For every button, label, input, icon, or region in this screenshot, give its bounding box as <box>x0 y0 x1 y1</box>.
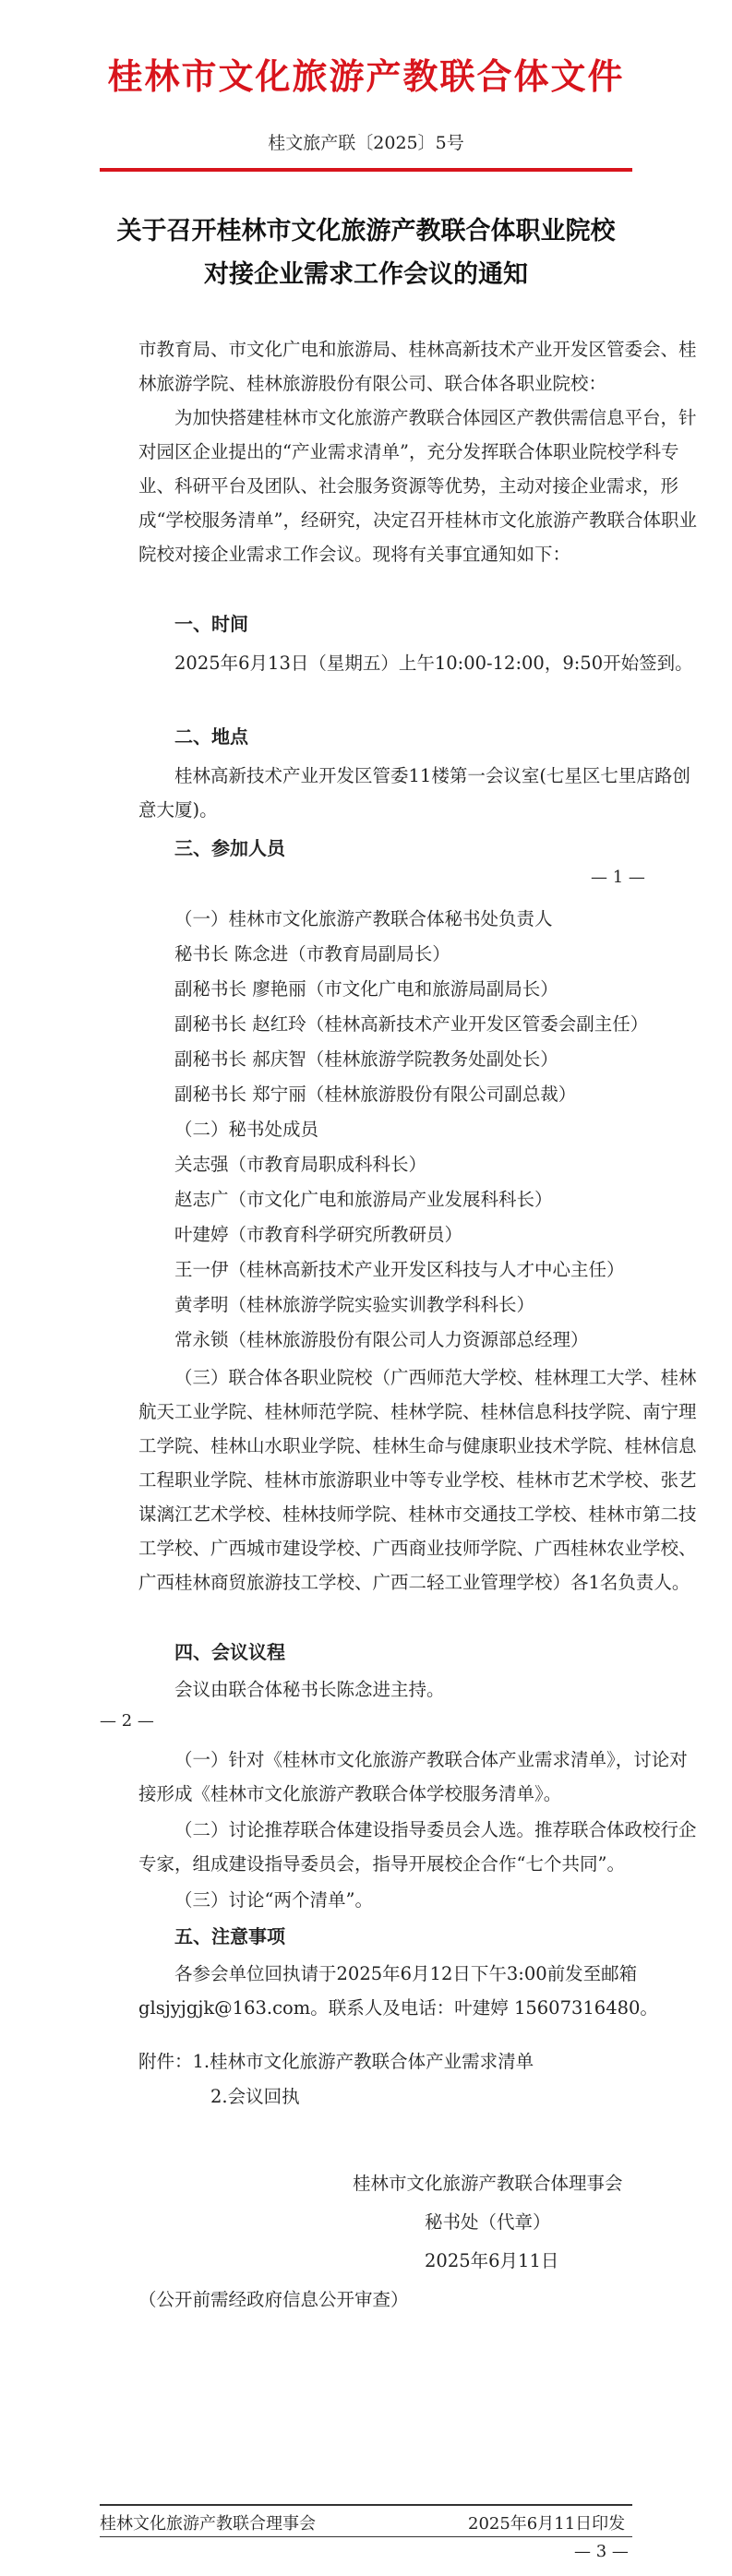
group1-title: （一）桂林市文化旅游产教联合体秘书处负责人 <box>174 908 553 929</box>
disclosure-note: （公开前需经政府信息公开审查） <box>138 2289 409 2310</box>
section-notes-title: 五、注意事项 <box>174 1925 285 1947</box>
red-divider-line <box>100 168 632 172</box>
group1-member: 副秘书长 廖艳丽（市文化广电和旅游局副局长） <box>174 978 558 1000</box>
group3-schools: （三）联合体各职业院校（广西师范大学校、桂林理工大学、桂林航天工业学院、桂林师范学院、桂林学院、桂林信息科技学院、南宁理工学院、桂林山水职业学院、桂林生命与健康职业技术学院、桂林信息工程职业学院、桂林市旅游职业中等专业学校、桂林市艺术学校、张艺谋漓江艺术学校、桂林技师学院、桂林市交通技工学校、桂林市第二技工学校、广西城市建设学校、广西商业技师学院、广西桂林农业学校、广西桂林商贸旅游技工学校、广西二轻工业管理学校）各1名负责人。 <box>138 1367 697 1593</box>
group2-member: 王一伊（桂林高新技术产业开发区科技与人才中心主任） <box>174 1259 625 1280</box>
signature-dept: 秘书处（代章） <box>425 2211 551 2233</box>
footer-print-date: 2025年6月11日印发 <box>468 2514 626 2534</box>
group1-member: 副秘书长 郑宁丽（桂林旅游股份有限公司副总裁） <box>174 1084 577 1105</box>
footer-bottom-rule <box>100 2536 632 2537</box>
recipients: 市教育局、市文化广电和旅游局、桂林高新技术产业开发区管委会、桂林旅游学院、桂林旅游股份有限公司、联合体各职业院校： <box>138 339 697 394</box>
agenda-item-3: （三）讨论“两个清单”。 <box>174 1889 373 1911</box>
agenda-item-2: （二）讨论推荐联合体建设指导委员会人选。推荐联合体政校行企专家，组成建设指导委员会，指导开展校企合作“七个共同”。 <box>138 1819 697 1875</box>
group1-member: 副秘书长 郝庆智（桂林旅游学院教务处副处长） <box>174 1048 558 1070</box>
page-number-2: — 2 — <box>100 1711 154 1731</box>
page-number-3: — 3 — <box>574 2542 629 2561</box>
section-place-text: 桂林高新技术产业开发区管委11楼第一会议室(七星区七里店路创意大厦)。 <box>138 765 690 821</box>
group2-member: 关志强（市教育局职成科科长） <box>174 1154 427 1175</box>
footer-top-rule <box>100 2504 632 2506</box>
signature-org: 桂林市文化旅游产教联合体理事会 <box>353 2173 623 2194</box>
notice-heading-line2: 对接企业需求工作会议的通知 <box>204 260 528 289</box>
notes-text: 各参会单位回执请于2025年6月12日下午3:00前发至邮箱glsjyjgjk@163.com。联系人及电话：叶建婷 15607316480。 <box>138 1963 658 2019</box>
group2-member: 黄孝明（桂林旅游学院实验实训教学科科长） <box>174 1294 535 1315</box>
attachment-line-1: 附件：1.桂林市文化旅游产教联合体产业需求清单 <box>138 2051 534 2072</box>
page-number-1: — 1 — <box>591 868 645 887</box>
group2-member: 常永锁（桂林旅游股份有限公司人力资源部总经理） <box>174 1329 589 1350</box>
section-time-title: 一、时间 <box>174 613 248 635</box>
group1-member: 副秘书长 赵红玲（桂林高新技术产业开发区管委会副主任） <box>174 1013 649 1035</box>
agenda-item-1: （一）针对《桂林市文化旅游产教联合体产业需求清单》，讨论对接形成《桂林市文化旅游产教联合体学校服务清单》。 <box>138 1749 688 1804</box>
document-org-title: 桂林市文化旅游产教联合体文件 <box>107 55 625 97</box>
section-place-title: 二、地点 <box>174 725 248 748</box>
intro-paragraph: 为加快搭建桂林市文化旅游产教联合体园区产教供需信息平台，针对园区企业提出的“产业需求清单”，充分发挥联合体职业院校学科专业、科研平台及团队、社会服务资源等优势，主动对接企业需求，形成“学校服务清单”，经研究，决定召开桂林市文化旅游产教联合体职业院校对接企业需求工作会议。现将有关事宜通知如下： <box>138 407 697 565</box>
group2-member: 叶建婷（市教育科学研究所教研员） <box>174 1224 463 1245</box>
section-agenda-title: 四、会议议程 <box>174 1641 285 1663</box>
group2-member: 赵志广（市文化广电和旅游局产业发展科科长） <box>174 1189 553 1210</box>
group1-member: 秘书长 陈念进（市教育局副局长） <box>174 943 450 965</box>
group2-title: （二）秘书处成员 <box>174 1119 319 1140</box>
notice-heading-line1: 关于召开桂林市文化旅游产教联合体职业院校 <box>116 217 616 246</box>
section-attendees-title: 三、参加人员 <box>174 837 285 859</box>
section-time-text: 2025年6月13日（星期五）上午10:00-12:00，9:50开始签到。 <box>174 653 693 674</box>
agenda-host: 会议由联合体秘书长陈念进主持。 <box>174 1679 445 1700</box>
signature-date: 2025年6月11日 <box>425 2250 559 2271</box>
footer-issuer: 桂林文化旅游产教联合理事会 <box>100 2514 316 2534</box>
attachment-line-2: 2.会议回执 <box>210 2086 300 2107</box>
document-number: 桂文旅产联〔2025〕5号 <box>268 133 464 153</box>
